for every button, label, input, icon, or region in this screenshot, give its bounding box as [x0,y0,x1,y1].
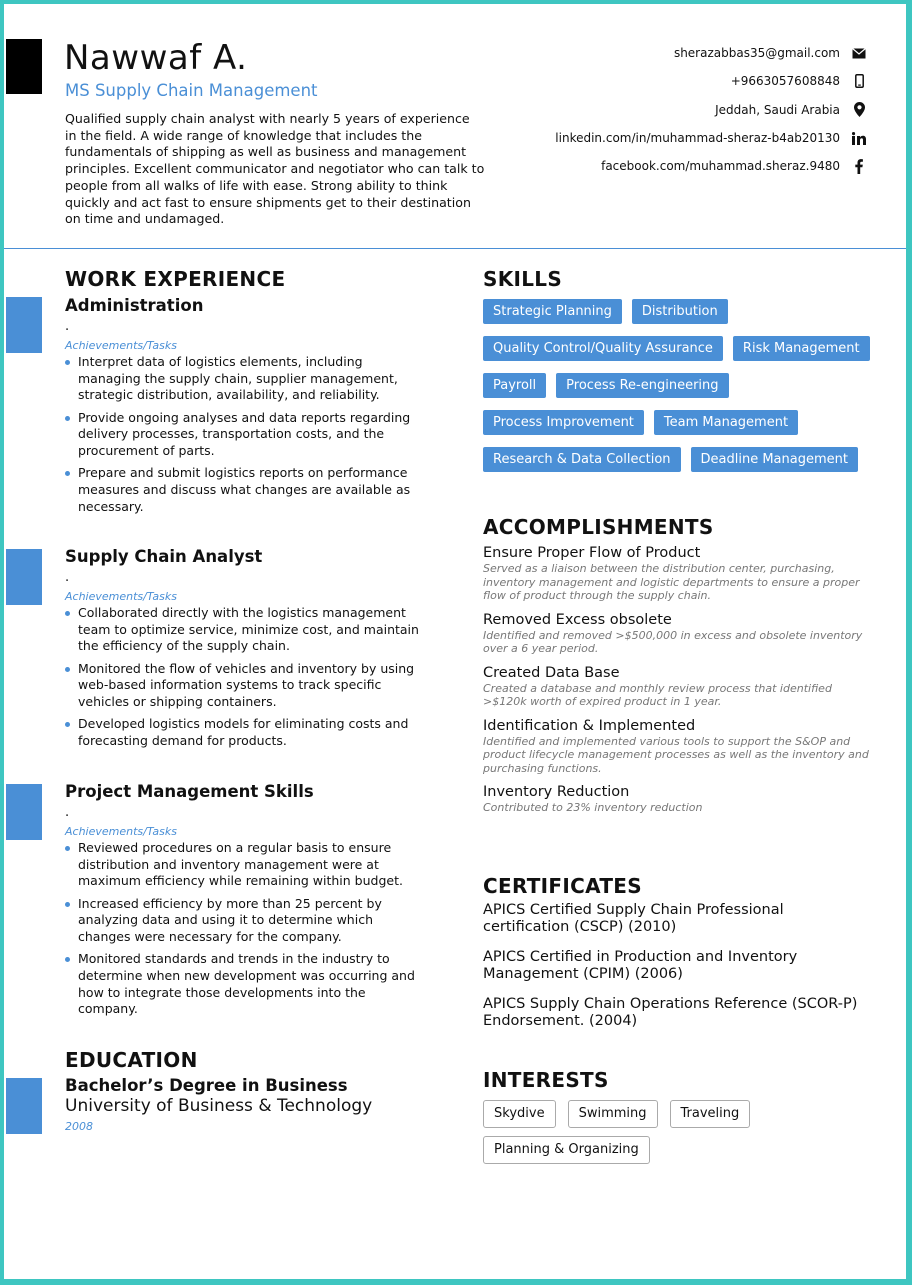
linkedin-icon [848,132,870,145]
certificates-heading: CERTIFICATES [483,874,642,898]
contact-email[interactable] [430,39,870,67]
interest-tag: Planning & Organizing [483,1136,650,1164]
skills-heading: SKILLS [483,267,563,291]
skill-row [483,447,883,472]
header-divider [4,248,906,249]
skill-tag: Distribution [632,299,728,324]
certificates-list [483,902,873,1043]
certificate-item: APICS Supply Chain Operations Reference (SCOR-P) Endorsement. (2004) [483,996,858,1029]
achievements-label: Achievements/Tasks [65,825,177,838]
job-1 [65,296,425,521]
skill-tag: Team Management [654,410,798,435]
task-item: Monitored standards and trends in the industry to determine when new development was occurring and how to integrate those developments into the company. [65,951,425,1018]
accomplishments-heading: ACCOMPLISHMENTS [483,515,714,539]
skill-tag: Quality Control/Quality Assurance [483,336,723,361]
task-list [65,354,425,515]
interest-tag: Skydive [483,1100,556,1128]
education-accent-bar [6,1078,42,1134]
task-item: Monitored the flow of vehicles and inventory by using web-based information systems to track specific vehicles or shipping containers. [65,661,425,711]
interests-heading: INTERESTS [483,1068,609,1092]
skill-row [483,299,883,324]
accomplishment-title: Ensure Proper Flow of Product [483,545,701,561]
accomplishment-desc: Contributed to 23% inventory reduction [483,801,703,814]
accomplishment-title: Removed Excess obsolete [483,611,672,628]
job-2 [65,547,425,755]
accomplishment-desc: Identified and removed >$500,000 in excess and obsolete inventory over a 6 year period. [483,628,863,655]
candidate-title: MS Supply Chain Management [65,81,318,100]
accomplishments-list [483,544,878,823]
task-item: Interpret data of logistics elements, including managing the supply chain, supplier management, strategic distribution, availability, and reliability. [65,354,425,404]
task-item: Reviewed procedures on a regular basis to ensure distribution and inventory management were at maximum efficiency while remaining within budget. [65,840,425,890]
skill-tag: Payroll [483,373,546,398]
job-1-accent-bar [6,297,42,353]
email-icon [848,48,870,59]
accomplishment-item [483,717,878,776]
job-3 [65,782,425,1024]
accomplishment-desc: Created a database and monthly review process that identified >$120k worth of expired product in 1 year. [483,681,832,708]
contact-phone-text: +9663057608848 [730,74,840,89]
skill-tag: Research & Data Collection [483,447,681,472]
accomplishment-item [483,544,878,603]
education-entry [65,1076,372,1133]
accomplishment-desc: Served as a liaison between the distribution center, purchasing, inventory management and logistic departments to ensure a proper flow of product through the supply chain. [483,562,860,602]
accomplishment-item [483,611,878,656]
contact-facebook[interactable] [430,152,870,180]
interest-row [483,1136,883,1164]
education-year: 2008 [65,1120,93,1133]
task-item: Prepare and submit logistics reports on performance measures and discuss what changes are available as necessary. [65,465,425,515]
skill-tag: Deadline Management [691,447,858,472]
job-2-accent-bar [6,549,42,605]
task-item: Provide ongoing analyses and data reports regarding delivery processes, transportation costs, and the procurement of parts. [65,410,425,460]
summary: Qualified supply chain analyst with nearly 5 years of experience in the field. A wide range of knowledge that includes the fundamentals of shipping as well as business and management principles. Excellent communicator and negotiator who can talk to people from all walks of life with ease. Strong ability to think quickly and act fast to ensure shipments get to their destination on time and undamaged. [65,111,485,227]
phone-icon [848,74,870,88]
contact-facebook-text: facebook.com/muhammad.sheraz.9480 [601,159,840,174]
resume-page [4,4,906,1279]
accomplishment-item [483,783,878,815]
education-school: University of Business & Technology [65,1096,373,1116]
job-3-accent-bar [6,784,42,840]
accomplishment-title: Inventory Reduction [483,784,630,800]
contact-linkedin[interactable] [430,124,870,152]
candidate-name: Nawwaf A. [64,38,248,78]
job-dot: . [65,319,70,334]
achievements-label: Achievements/Tasks [65,590,177,603]
certificate-item: APICS Certified Supply Chain Professional certification (CSCP) (2010) [483,902,784,935]
contact-email-text: sherazabbas35@gmail.com [673,46,840,61]
achievements-label: Achievements/Tasks [65,339,177,352]
location-icon [848,102,870,117]
skill-row [483,373,883,398]
job-dot: . [65,805,70,820]
accomplishment-desc: Identified and implemented various tools to support the S&OP and product lifecycle management processes as well as the inventory and purchasing functions. [483,734,869,775]
contact-linkedin-text: linkedin.com/in/muhammad-sheraz-b4ab20130 [555,131,840,146]
interest-row [483,1100,883,1128]
skills-list [483,299,883,484]
task-list [65,840,425,1018]
education-heading: EDUCATION [65,1048,198,1072]
work-experience-heading: WORK EXPERIENCE [65,267,286,291]
skill-row [483,410,883,435]
job-title: Project Management Skills [65,782,314,801]
skill-tag: Process Re-engineering [556,373,728,398]
job-title: Supply Chain Analyst [65,547,263,566]
task-item: Increased efficiency by more than 25 percent by analyzing data and using it to determine which changes were necessary for the company. [65,896,425,946]
task-item: Collaborated directly with the logistics management team to optimize service, minimize cost, and maintain the efficiency of the supply chain. [65,605,425,655]
task-list [65,605,425,750]
skill-tag: Strategic Planning [483,299,622,324]
accomplishment-title: Identification & Implemented [483,717,696,734]
education-degree: Bachelor’s Degree in Business [65,1076,348,1095]
contact-list [430,39,870,180]
contact-location [430,96,870,124]
task-item: Developed logistics models for eliminating costs and forecasting demand for products. [65,716,425,749]
skill-tag: Risk Management [733,336,870,361]
contact-phone[interactable] [430,67,870,95]
interests-list [483,1100,883,1172]
certificate-item: APICS Certified in Production and Inventory Management (CPIM) (2006) [483,949,798,982]
skill-row [483,336,883,361]
job-dot: . [65,570,70,585]
header-accent-bar [6,39,42,94]
skill-tag: Process Improvement [483,410,644,435]
job-title: Administration [65,296,204,315]
accomplishment-item [483,664,878,709]
interest-tag: Swimming [568,1100,658,1128]
accomplishment-title: Created Data Base [483,664,620,681]
facebook-icon [848,159,870,174]
interest-tag: Traveling [670,1100,751,1128]
contact-location-text: Jeddah, Saudi Arabia [715,102,840,117]
